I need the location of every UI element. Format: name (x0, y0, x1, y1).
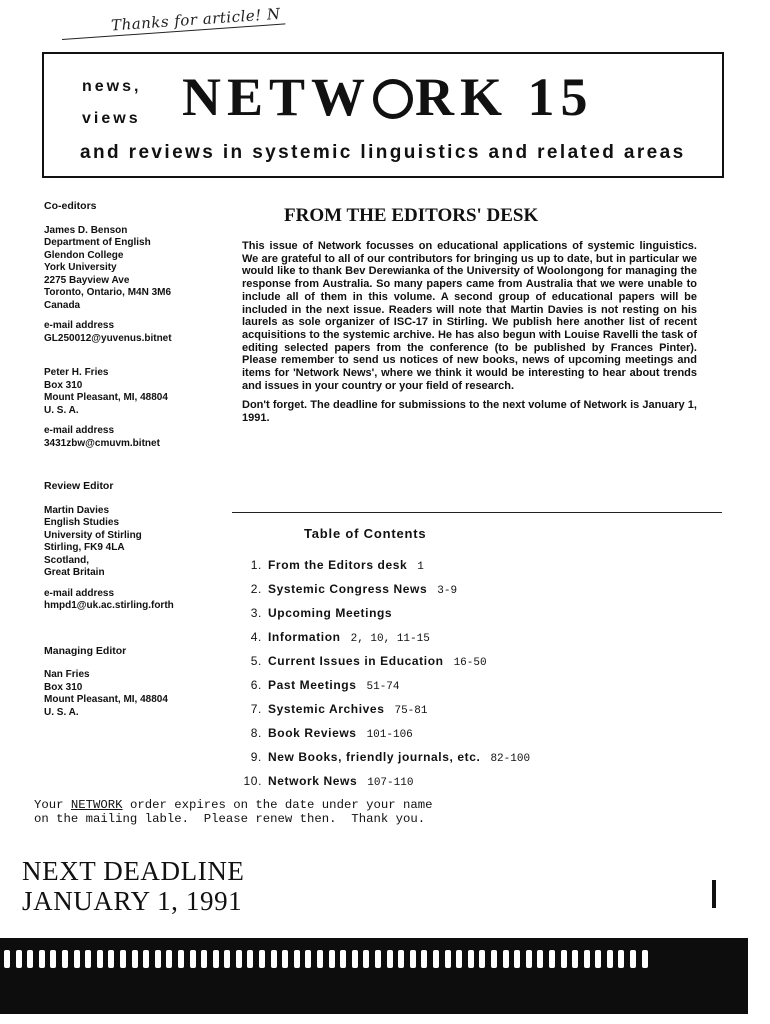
editors-desk-title: FROM THE EDITORS' DESK (284, 205, 539, 226)
email-label: e-mail address (44, 425, 115, 436)
film-hole (607, 950, 613, 968)
film-hole (143, 950, 149, 968)
toc-item-pages: 82-100 (490, 753, 531, 765)
order-notice-text: Your (34, 798, 71, 812)
film-hole (16, 950, 22, 968)
coeditor-2-address (44, 367, 219, 417)
toc-item-number: 7. (250, 702, 262, 716)
order-notice-text: on the mailing lable. Please renew then. Thank you. (34, 812, 426, 826)
toc-item-label: Systemic Congress News (268, 582, 428, 596)
address-line: U. S. A. (44, 706, 79, 718)
film-hole (39, 950, 45, 968)
masthead-title (182, 66, 594, 128)
email-address: GL250012@yuvenus.bitnet (44, 332, 172, 344)
toc-item-pages: 75-81 (394, 705, 428, 717)
address-line: Box 310 (44, 681, 83, 693)
film-hole (410, 950, 416, 968)
toc-item-number: 1. (250, 558, 262, 572)
film-hole (166, 950, 172, 968)
review-editor-heading: Review Editor (44, 480, 114, 492)
film-hole (398, 950, 404, 968)
review-editor-address (44, 505, 219, 580)
film-hole (514, 950, 520, 968)
address-line: Peter H. Fries (44, 367, 109, 378)
toc-item-number: 9. (250, 750, 262, 764)
film-hole (271, 950, 277, 968)
section-divider (232, 512, 722, 513)
toc-item (232, 678, 652, 702)
film-hole (445, 950, 451, 968)
toc-item-label: Network News (268, 774, 358, 788)
toc-title: Table of Contents (304, 526, 427, 541)
film-hole (630, 950, 636, 968)
film-hole (190, 950, 196, 968)
film-hole (201, 950, 207, 968)
toc-item-pages: 16-50 (453, 657, 487, 669)
toc-item (232, 750, 652, 774)
toc-item-label: Current Issues in Education (268, 654, 444, 668)
toc-item-pages: 3-9 (437, 585, 458, 597)
film-hole (247, 950, 253, 968)
address-line: Box 310 (44, 379, 83, 391)
order-notice-network: NETWORK (70, 798, 123, 812)
film-hole (85, 950, 91, 968)
toc-item-label: Upcoming Meetings (268, 606, 393, 620)
film-hole (329, 950, 335, 968)
film-hole (97, 950, 103, 968)
address-line: Mount Pleasant, MI, 48804 (44, 694, 168, 705)
handwritten-note: Thanks for article! N (61, 4, 286, 40)
film-hole (375, 950, 381, 968)
address-line: Stirling, FK9 4LA (44, 542, 125, 553)
film-hole (4, 950, 10, 968)
film-hole (595, 950, 601, 968)
toc-item-pages: 107-110 (367, 777, 414, 789)
toc-item-pages: 1 (417, 561, 424, 573)
film-hole (387, 950, 393, 968)
address-line: Martin Davies (44, 504, 110, 516)
table-of-contents (232, 558, 652, 798)
toc-item-label: From the Editors desk (268, 558, 408, 572)
toc-item (232, 702, 652, 726)
toc-item (232, 582, 652, 606)
masthead (42, 52, 724, 178)
order-expiry-notice (34, 798, 554, 826)
masthead-subtitle: and reviews in systemic linguistics and related areas (80, 142, 686, 163)
film-hole (155, 950, 161, 968)
film-hole (561, 950, 567, 968)
film-hole (224, 950, 230, 968)
toc-item-number: 4. (250, 630, 262, 644)
film-hole (62, 950, 68, 968)
email-address: 3431zbw@cmuvm.bitnet (44, 437, 160, 449)
toc-item-number: 3. (250, 606, 262, 620)
managing-editor-heading: Managing Editor (44, 644, 127, 657)
toc-item-label: Past Meetings (268, 678, 357, 692)
email-address: hmpd1@uk.ac.stirling.forth (44, 600, 174, 611)
toc-item-number: 2. (250, 582, 262, 596)
scan-mark (712, 880, 716, 908)
film-hole (491, 950, 497, 968)
toc-item-pages: 51-74 (366, 681, 400, 693)
film-hole (27, 950, 33, 968)
film-strip-border (0, 938, 748, 1014)
film-hole (74, 950, 80, 968)
masthead-title-right: RK 15 (415, 67, 594, 127)
toc-item (232, 630, 652, 654)
next-deadline (22, 856, 245, 916)
film-hole (503, 950, 509, 968)
toc-item (232, 606, 652, 630)
film-hole (642, 950, 648, 968)
sidebar-editors (44, 200, 219, 719)
film-hole (178, 950, 184, 968)
address-line: Nan Fries (44, 669, 90, 680)
deadline-line-1: NEXT DEADLINE (22, 856, 245, 886)
toc-item-pages: 2, 10, 11-15 (350, 633, 430, 645)
toc-item-label: Information (268, 630, 341, 644)
toc-item-number: 6. (250, 678, 262, 692)
toc-item-number: 8. (250, 726, 262, 740)
address-line: Department of English (44, 237, 151, 248)
film-hole (259, 950, 265, 968)
toc-item (232, 558, 652, 582)
film-hole (572, 950, 578, 968)
film-hole (433, 950, 439, 968)
masthead-title-left: NETW (182, 67, 372, 127)
film-hole (340, 950, 346, 968)
film-hole (537, 950, 543, 968)
film-hole (282, 950, 288, 968)
toc-item (232, 654, 652, 678)
film-sprocket-holes (4, 950, 648, 968)
address-line: U. S. A. (44, 404, 79, 416)
toc-item (232, 774, 652, 798)
film-hole (213, 950, 219, 968)
editors-desk-paragraph: Don't forget. The deadline for submissions to the next volume of Network is January 1, 1991. (242, 399, 697, 425)
address-line: English Studies (44, 517, 120, 528)
film-hole (108, 950, 114, 968)
masthead-news: news, (82, 78, 142, 95)
coeditor-1-address (44, 225, 219, 313)
toc-item-label: Book Reviews (268, 726, 357, 740)
film-hole (479, 950, 485, 968)
toc-item-number: 10. (243, 774, 262, 788)
address-line: York University (44, 262, 117, 273)
order-notice-text: order expires on the date under your name (122, 798, 433, 812)
deadline-line-2: JANUARY 1, 1991 (22, 886, 243, 916)
address-line: Canada (44, 299, 81, 311)
film-hole (305, 950, 311, 968)
film-hole (236, 950, 242, 968)
toc-item-pages: 101-106 (366, 729, 413, 741)
film-hole (584, 950, 590, 968)
film-hole (363, 950, 369, 968)
address-line: Mount Pleasant, MI, 48804 (44, 392, 168, 403)
film-hole (549, 950, 555, 968)
film-hole (120, 950, 126, 968)
masthead-views: views (82, 110, 141, 127)
toc-item-label: Systemic Archives (268, 702, 385, 716)
film-hole (352, 950, 358, 968)
toc-item-label: New Books, friendly journals, etc. (268, 750, 481, 764)
address-line: Toronto, Ontario, M4N 3M6 (44, 287, 172, 298)
film-hole (317, 950, 323, 968)
film-hole (50, 950, 56, 968)
toc-item-number: 5. (250, 654, 262, 668)
film-hole (456, 950, 462, 968)
address-line: Glendon College (44, 249, 124, 261)
film-hole (294, 950, 300, 968)
editors-desk-paragraph: This issue of Network focusses on educational applications of systemic linguistics. We are grateful to all of our contributors for bringing us up to date, but in particular we would like to thank Bev Derewianka of the University of Woolongong for managing the response from Australia. So many papers came from Australia that we were unable to include all of them in this volume. A second group of educational papers will be included in the next issue. Readers will note that Martin Davies is not resting on his laurels as sole organizer of ISC-17 in Stirling. We publish here another list of recent acquisitions to the systemic archive. He has also begun with Louise Ravelli the task of editing selected papers from the conference (to be published by Frances Pinter). Please remember to send us notices of new books, news of upcoming meetings and items for 'Network News', where we think it would be interesting to hear about trends and issues in your country or your field of research. (242, 240, 697, 392)
address-line: 2275 Bayview Ave (44, 274, 130, 286)
film-hole (421, 950, 427, 968)
network-logo-icon (373, 79, 413, 119)
film-hole (526, 950, 532, 968)
address-line: James D. Benson (44, 224, 128, 236)
managing-editor-address (44, 669, 219, 719)
editors-desk-body (242, 240, 697, 432)
address-line: Great Britain (44, 567, 105, 578)
email-label: e-mail address (44, 320, 115, 331)
toc-item (232, 726, 652, 750)
email-label: e-mail address (44, 587, 115, 599)
coeditors-heading: Co-editors (44, 200, 97, 212)
film-hole (132, 950, 138, 968)
address-line: University of Stirling (44, 529, 142, 541)
film-hole (618, 950, 624, 968)
film-hole (468, 950, 474, 968)
address-line: Scotland, (44, 554, 90, 566)
